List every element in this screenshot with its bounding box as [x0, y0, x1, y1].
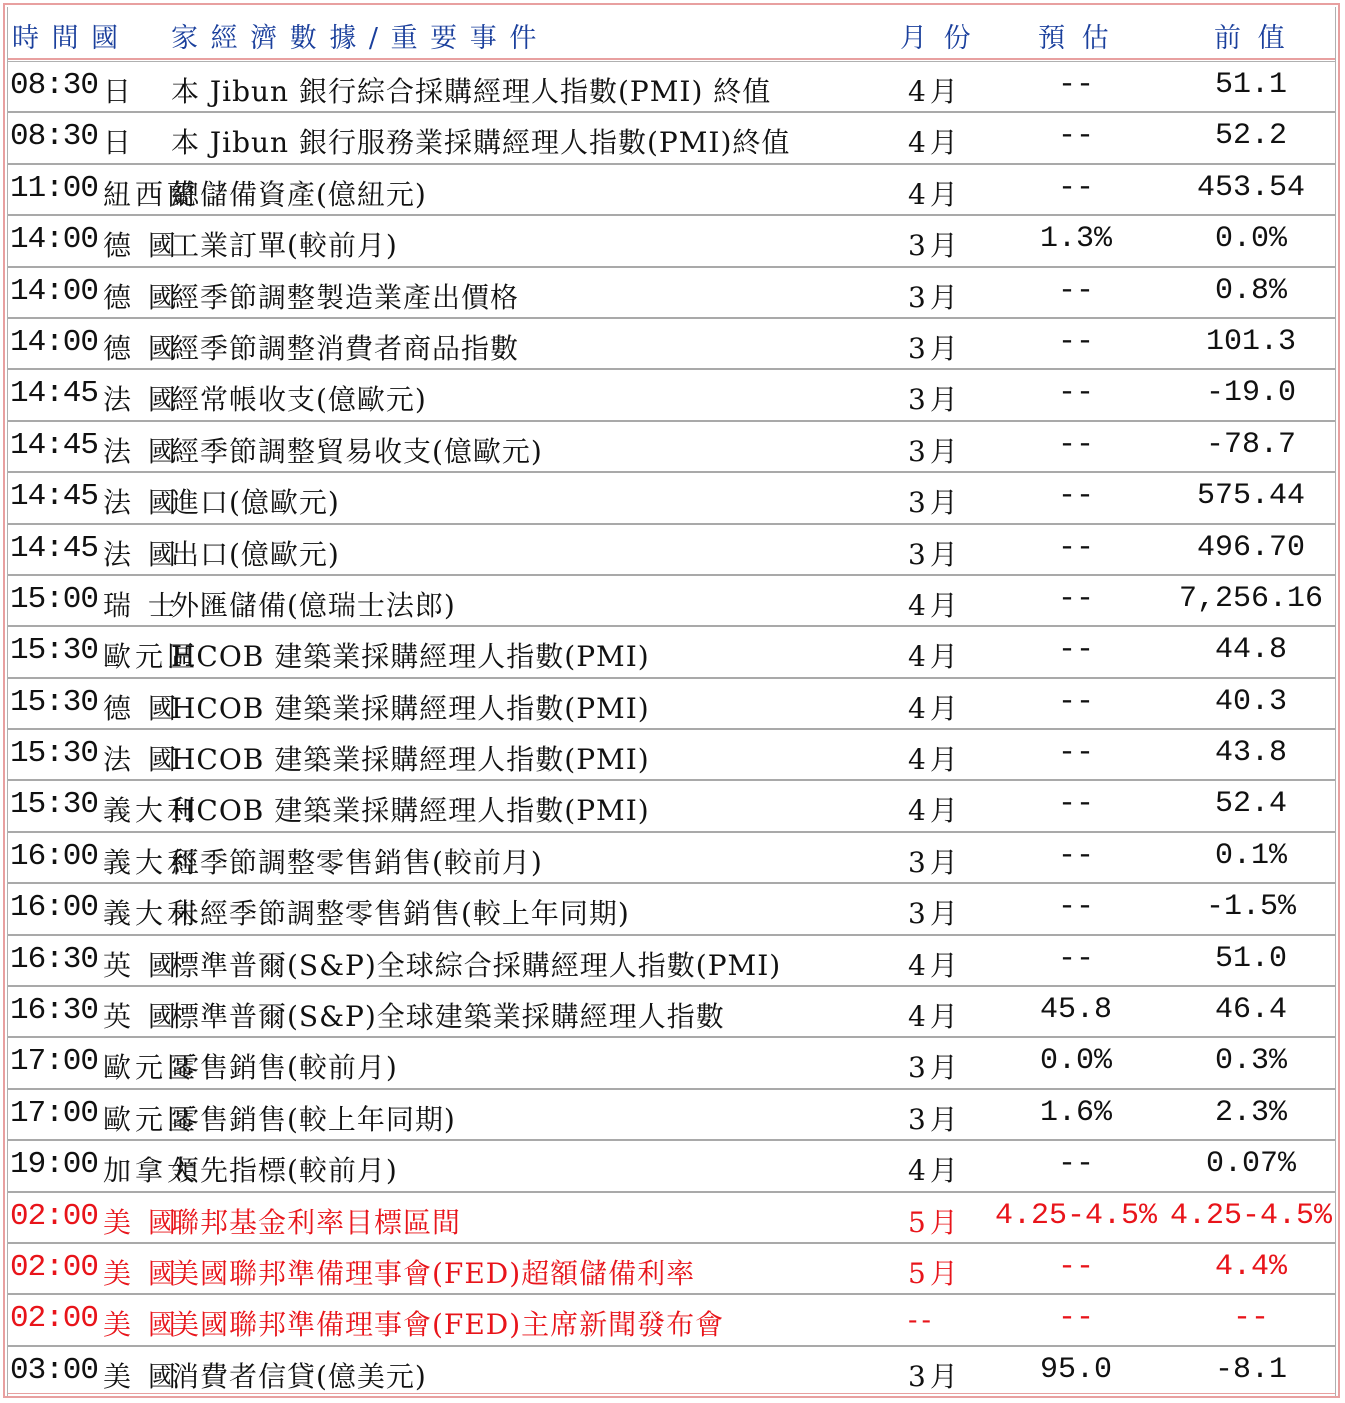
event-cell: 消費者信貸(億美元): [171, 1359, 427, 1393]
estimate-cell: --: [1057, 581, 1095, 616]
previous-cell: 43.8: [1214, 736, 1288, 771]
country-cell: 英 國: [103, 1000, 180, 1034]
event-cell: HCOB 建築業採購經理人指數(PMI): [171, 691, 650, 725]
table-row: [8, 1347, 1335, 1398]
table-row: [8, 730, 1335, 781]
previous-cell: 51.0: [1214, 941, 1288, 976]
table-row: [8, 1090, 1335, 1141]
country-cell: 歐元區: [103, 1051, 200, 1085]
country-cell: 義大利: [103, 845, 200, 879]
table-row: [8, 319, 1335, 370]
month-cell: 3月: [908, 537, 962, 571]
time-cell: 15:30: [10, 787, 99, 823]
month-cell: 4月: [908, 588, 962, 622]
time-cell: 16:00: [10, 838, 99, 874]
month-cell: 4月: [908, 948, 962, 982]
country-cell: 歐元區: [103, 640, 200, 674]
event-cell: 標準普爾(S&P)全球綜合採購經理人指數(PMI): [171, 948, 782, 982]
estimate-cell: --: [1057, 890, 1095, 925]
country-cell: 美 國: [103, 1359, 180, 1393]
country-cell: 義大利: [103, 897, 200, 931]
month-cell: 4月: [908, 126, 962, 160]
estimate-cell: 95.0: [1039, 1352, 1113, 1387]
estimate-cell: --: [1057, 376, 1095, 411]
header-month: 月 份: [900, 23, 975, 54]
estimate-cell: --: [1057, 633, 1095, 668]
time-cell: 15:30: [10, 736, 99, 772]
table-row: [8, 1193, 1335, 1244]
month-cell: 4月: [908, 743, 962, 777]
estimate-cell: --: [1057, 941, 1095, 976]
month-cell: 4月: [908, 1000, 962, 1034]
previous-cell: 575.44: [1196, 479, 1306, 514]
month-cell: 3月: [908, 229, 962, 263]
previous-cell: --: [1232, 1301, 1270, 1336]
previous-cell: 4.25-4.5%: [1169, 1198, 1333, 1233]
previous-cell: 0.8%: [1214, 273, 1288, 308]
time-cell: 15:00: [10, 581, 99, 617]
month-cell: 4月: [908, 177, 962, 211]
country-cell: 法 國: [103, 434, 180, 468]
time-cell: 11:00: [10, 170, 99, 206]
country-cell: 德 國: [103, 691, 180, 725]
month-cell: 3月: [908, 1102, 962, 1136]
time-cell: 15:30: [10, 633, 99, 669]
month-cell: 3月: [908, 331, 962, 365]
previous-cell: -8.1: [1214, 1352, 1288, 1387]
previous-cell: 101.3: [1205, 324, 1297, 359]
table-row: [8, 525, 1335, 576]
estimate-cell: --: [1057, 1147, 1095, 1182]
previous-cell: 0.0%: [1214, 222, 1288, 257]
previous-cell: -78.7: [1205, 427, 1297, 462]
country-cell: 加拿大: [103, 1154, 200, 1188]
previous-cell: 0.1%: [1214, 838, 1288, 873]
table-row: [8, 987, 1335, 1038]
time-cell: 08:30: [10, 68, 99, 103]
table-row: [8, 113, 1335, 164]
month-cell: 3月: [908, 845, 962, 879]
estimate-cell: --: [1057, 324, 1095, 359]
country-cell: 德 國: [103, 280, 180, 314]
previous-cell: 40.3: [1214, 684, 1288, 719]
table-row: [8, 576, 1335, 627]
event-cell: 外匯儲備(億瑞士法郎): [171, 588, 456, 622]
previous-cell: 496.70: [1196, 530, 1306, 565]
table-row: [8, 884, 1335, 935]
table-row: [8, 1038, 1335, 1089]
country-cell: 歐元區: [103, 1102, 200, 1136]
country-cell: 德 國: [103, 331, 180, 365]
table-row: [8, 1295, 1335, 1346]
table-row: [8, 936, 1335, 987]
month-cell: --: [908, 1303, 935, 1337]
estimate-cell: --: [1057, 684, 1095, 719]
table-row: [8, 370, 1335, 421]
time-cell: 14:45: [10, 479, 99, 515]
event-cell: 本 Jibun 銀行服務業採購經理人指數(PMI)終值: [171, 126, 791, 160]
time-cell: 03:00: [10, 1352, 99, 1388]
time-cell: 17:00: [10, 1095, 99, 1131]
table-row: [8, 473, 1335, 524]
event-cell: 零售銷售(較前月): [171, 1051, 398, 1085]
event-cell: HCOB 建築業採購經理人指數(PMI): [171, 794, 650, 828]
table-row: [8, 627, 1335, 678]
table-row: [8, 679, 1335, 730]
previous-cell: 0.3%: [1214, 1044, 1288, 1079]
time-cell: 08:30: [10, 119, 99, 155]
table-header: [8, 8, 1335, 58]
time-cell: 02:00: [10, 1249, 99, 1285]
estimate-cell: --: [1057, 170, 1095, 205]
estimate-cell: --: [1057, 427, 1095, 462]
time-cell: 02:00: [10, 1301, 99, 1337]
table-row: [8, 1141, 1335, 1192]
event-cell: 總儲備資產(億紐元): [171, 177, 427, 211]
month-cell: 5月: [908, 1256, 962, 1290]
month-cell: 4月: [908, 794, 962, 828]
month-cell: 3月: [908, 486, 962, 520]
estimate-cell: --: [1057, 479, 1095, 514]
previous-cell: -19.0: [1205, 376, 1297, 411]
month-cell: 3月: [908, 280, 962, 314]
month-cell: 5月: [908, 1205, 962, 1239]
time-cell: 16:30: [10, 941, 99, 977]
event-cell: 美國聯邦準備理事會(FED)超額儲備利率: [171, 1256, 696, 1290]
month-cell: 4月: [908, 691, 962, 725]
estimate-cell: 4.25-4.5%: [994, 1198, 1158, 1233]
event-cell: HCOB 建築業採購經理人指數(PMI): [171, 743, 650, 777]
country-cell: 美 國: [103, 1205, 180, 1239]
previous-cell: 7,256.16: [1178, 581, 1324, 616]
estimate-cell: --: [1057, 273, 1095, 308]
time-cell: 14:00: [10, 324, 99, 360]
month-cell: 3月: [908, 1359, 962, 1393]
previous-cell: 453.54: [1196, 170, 1306, 205]
month-cell: 4月: [908, 640, 962, 674]
time-cell: 14:00: [10, 222, 99, 258]
time-cell: 17:00: [10, 1044, 99, 1080]
table-row: [8, 833, 1335, 884]
event-cell: 零售銷售(較上年同期): [171, 1102, 456, 1136]
header-event: 家 經 濟 數 據 / 重 要 事 件: [171, 23, 539, 54]
event-cell: 經季節調整零售銷售(較前月): [171, 845, 543, 879]
country-cell: 英 國: [103, 948, 180, 982]
country-cell: 義大利: [103, 794, 200, 828]
previous-cell: 46.4: [1214, 993, 1288, 1028]
estimate-cell: 0.0%: [1039, 1044, 1113, 1079]
estimate-cell: 1.3%: [1039, 222, 1113, 257]
table-body: [8, 62, 1335, 1398]
previous-cell: 44.8: [1214, 633, 1288, 668]
previous-cell: 51.1: [1214, 68, 1288, 102]
country-cell: 瑞 士: [103, 588, 180, 622]
time-cell: 14:45: [10, 376, 99, 412]
estimate-cell: 45.8: [1039, 993, 1113, 1028]
time-cell: 19:00: [10, 1147, 99, 1183]
month-cell: 3月: [908, 434, 962, 468]
table-row: [8, 216, 1335, 267]
event-cell: 標準普爾(S&P)全球建築業採購經理人指數: [171, 1000, 725, 1034]
event-cell: HCOB 建築業採購經理人指數(PMI): [171, 640, 650, 674]
previous-cell: 4.4%: [1214, 1249, 1288, 1284]
event-cell: 經季節調整消費者商品指數: [171, 331, 520, 365]
country-cell: 法 國: [103, 486, 180, 520]
header-previous: 前 值: [1214, 23, 1289, 54]
month-cell: 4月: [908, 1154, 962, 1188]
previous-cell: 2.3%: [1214, 1095, 1288, 1130]
estimate-cell: 1.6%: [1039, 1095, 1113, 1130]
event-cell: 經季節調整製造業產出價格: [171, 280, 520, 314]
time-cell: 02:00: [10, 1198, 99, 1234]
event-cell: 美國聯邦準備理事會(FED)主席新聞發布會: [171, 1308, 725, 1342]
event-cell: 經季節調整貿易收支(億歐元): [171, 434, 543, 468]
estimate-cell: --: [1057, 1249, 1095, 1284]
estimate-cell: --: [1057, 68, 1095, 102]
estimate-cell: --: [1057, 787, 1095, 822]
time-cell: 15:30: [10, 684, 99, 720]
header-estimate: 預 估: [1038, 23, 1113, 54]
month-cell: 3月: [908, 1051, 962, 1085]
country-cell: 法 國: [103, 537, 180, 571]
country-cell: 法 國: [103, 383, 180, 417]
time-cell: 14:00: [10, 273, 99, 309]
estimate-cell: --: [1057, 119, 1095, 154]
previous-cell: 52.4: [1214, 787, 1288, 822]
country-cell: 美 國: [103, 1256, 180, 1290]
previous-cell: -1.5%: [1205, 890, 1297, 925]
table-row: [8, 268, 1335, 319]
country-cell: 法 國: [103, 743, 180, 777]
country-cell: 美 國: [103, 1308, 180, 1342]
table-row: [8, 62, 1335, 113]
previous-cell: 52.2: [1214, 119, 1288, 154]
estimate-cell: --: [1057, 1301, 1095, 1336]
table-row: [8, 165, 1335, 216]
event-cell: 工業訂單(較前月): [171, 229, 398, 263]
table-row: [8, 781, 1335, 832]
bottom-border: [8, 1393, 1335, 1394]
event-cell: 領先指標(較前月): [171, 1154, 398, 1188]
time-cell: 16:30: [10, 993, 99, 1029]
month-cell: 3月: [908, 897, 962, 931]
estimate-cell: --: [1057, 736, 1095, 771]
previous-cell: 0.07%: [1205, 1147, 1297, 1182]
month-cell: 4月: [908, 75, 962, 108]
table-row: [8, 1244, 1335, 1295]
country-cell: 紐西蘭: [103, 177, 200, 211]
event-cell: 聯邦基金利率目標區間: [171, 1205, 462, 1239]
event-cell: 本 Jibun 銀行綜合採購經理人指數(PMI) 終值: [171, 75, 772, 108]
time-cell: 14:45: [10, 530, 99, 566]
estimate-cell: --: [1057, 530, 1095, 565]
estimate-cell: --: [1057, 838, 1095, 873]
event-cell: 未經季節調整零售銷售(較上年同期): [171, 897, 630, 931]
event-cell: 經常帳收支(億歐元): [171, 383, 427, 417]
country-cell: 德 國: [103, 229, 180, 263]
country-cell: 日: [103, 75, 136, 108]
event-cell: 進口(億歐元): [171, 486, 340, 520]
event-cell: 出口(億歐元): [171, 537, 340, 571]
country-cell: 日: [103, 126, 136, 160]
table-row: [8, 422, 1335, 473]
time-cell: 16:00: [10, 890, 99, 926]
month-cell: 3月: [908, 383, 962, 417]
time-cell: 14:45: [10, 427, 99, 463]
header-time-country: 時 間 國: [12, 23, 121, 54]
